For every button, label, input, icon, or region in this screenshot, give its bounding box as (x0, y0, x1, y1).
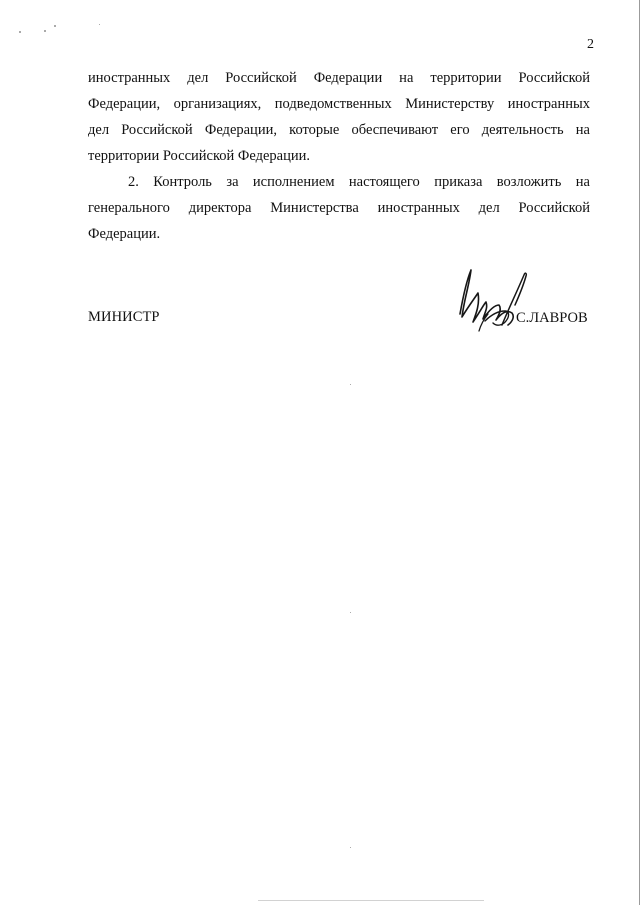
paragraph-1-line-2: Федерации, организациях, подведомственных Министерству иностранных (88, 96, 590, 112)
page-number: 2 (587, 37, 594, 52)
scan-bottom-line (258, 900, 484, 901)
paragraph-1-line-4: территории Российской Федерации. (88, 148, 311, 164)
scan-dot (19, 31, 21, 33)
scan-dot (44, 30, 46, 32)
signature-title: МИНИСТР (88, 309, 160, 325)
paragraph-1-line-3: дел Российской Федерации, которые обеспечивают его деятельность на (88, 122, 590, 138)
paragraph-2-line-2: генерального директора Министерства иностранных дел Российской (88, 200, 590, 216)
signer-name: С.ЛАВРОВ (516, 310, 588, 326)
handwritten-signature-icon (448, 262, 530, 340)
scan-dot (350, 847, 351, 848)
paragraph-1-line-1: иностранных дел Российской Федерации на территории Российской (88, 70, 590, 86)
scan-dot (350, 384, 351, 385)
paragraph-2-line-3: Федерации. (88, 226, 161, 242)
scan-dot (99, 24, 100, 25)
paragraph-2-line-1: 2. Контроль за исполнением настоящего приказа возложить на (128, 174, 590, 190)
scan-dot (350, 612, 351, 613)
scan-dot (54, 25, 56, 27)
